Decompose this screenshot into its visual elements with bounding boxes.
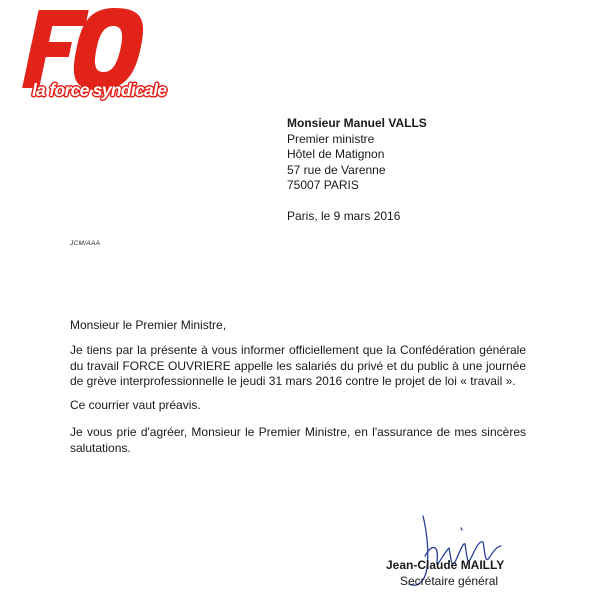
fo-logo-letters xyxy=(20,4,148,90)
body-paragraph-3: Je vous prie d'agréer, Monsieur le Premier Ministre, en l'assurance de mes sincères salutations. xyxy=(70,425,526,455)
fo-logo xyxy=(20,4,167,108)
recipient-office: Hôtel de Matignon xyxy=(287,147,385,161)
recipient-name: Monsieur Manuel VALLS xyxy=(287,116,427,130)
signer-title: Secrétaire général xyxy=(400,574,499,588)
recipient-address xyxy=(287,116,427,194)
recipient-street: 57 rue de Varenne xyxy=(287,162,386,177)
logo-tagline: la force syndicale xyxy=(32,80,167,100)
salutation: Monsieur le Premier Ministre, xyxy=(70,318,227,332)
recipient-title: Premier ministre xyxy=(287,131,375,146)
body-paragraph-1: Je tiens par la présente à vous informer officiellement que la Confédération générale du travail FORCE OUVRIERE appelle les salariés du privé et du public à une journée de grève interprofessionnelle le jeudi 31 mars 2016 contre le projet de loi « travail ». xyxy=(70,343,526,388)
body-paragraph-2: Ce courrier vaut préavis. xyxy=(70,398,201,412)
place-date: Paris, le 9 mars 2016 xyxy=(287,209,401,223)
signer-name: Jean-Claude MAILLY xyxy=(386,558,505,572)
reference-code: JCM/AAA xyxy=(70,240,101,247)
recipient-city: 75007 PARIS xyxy=(287,178,359,192)
